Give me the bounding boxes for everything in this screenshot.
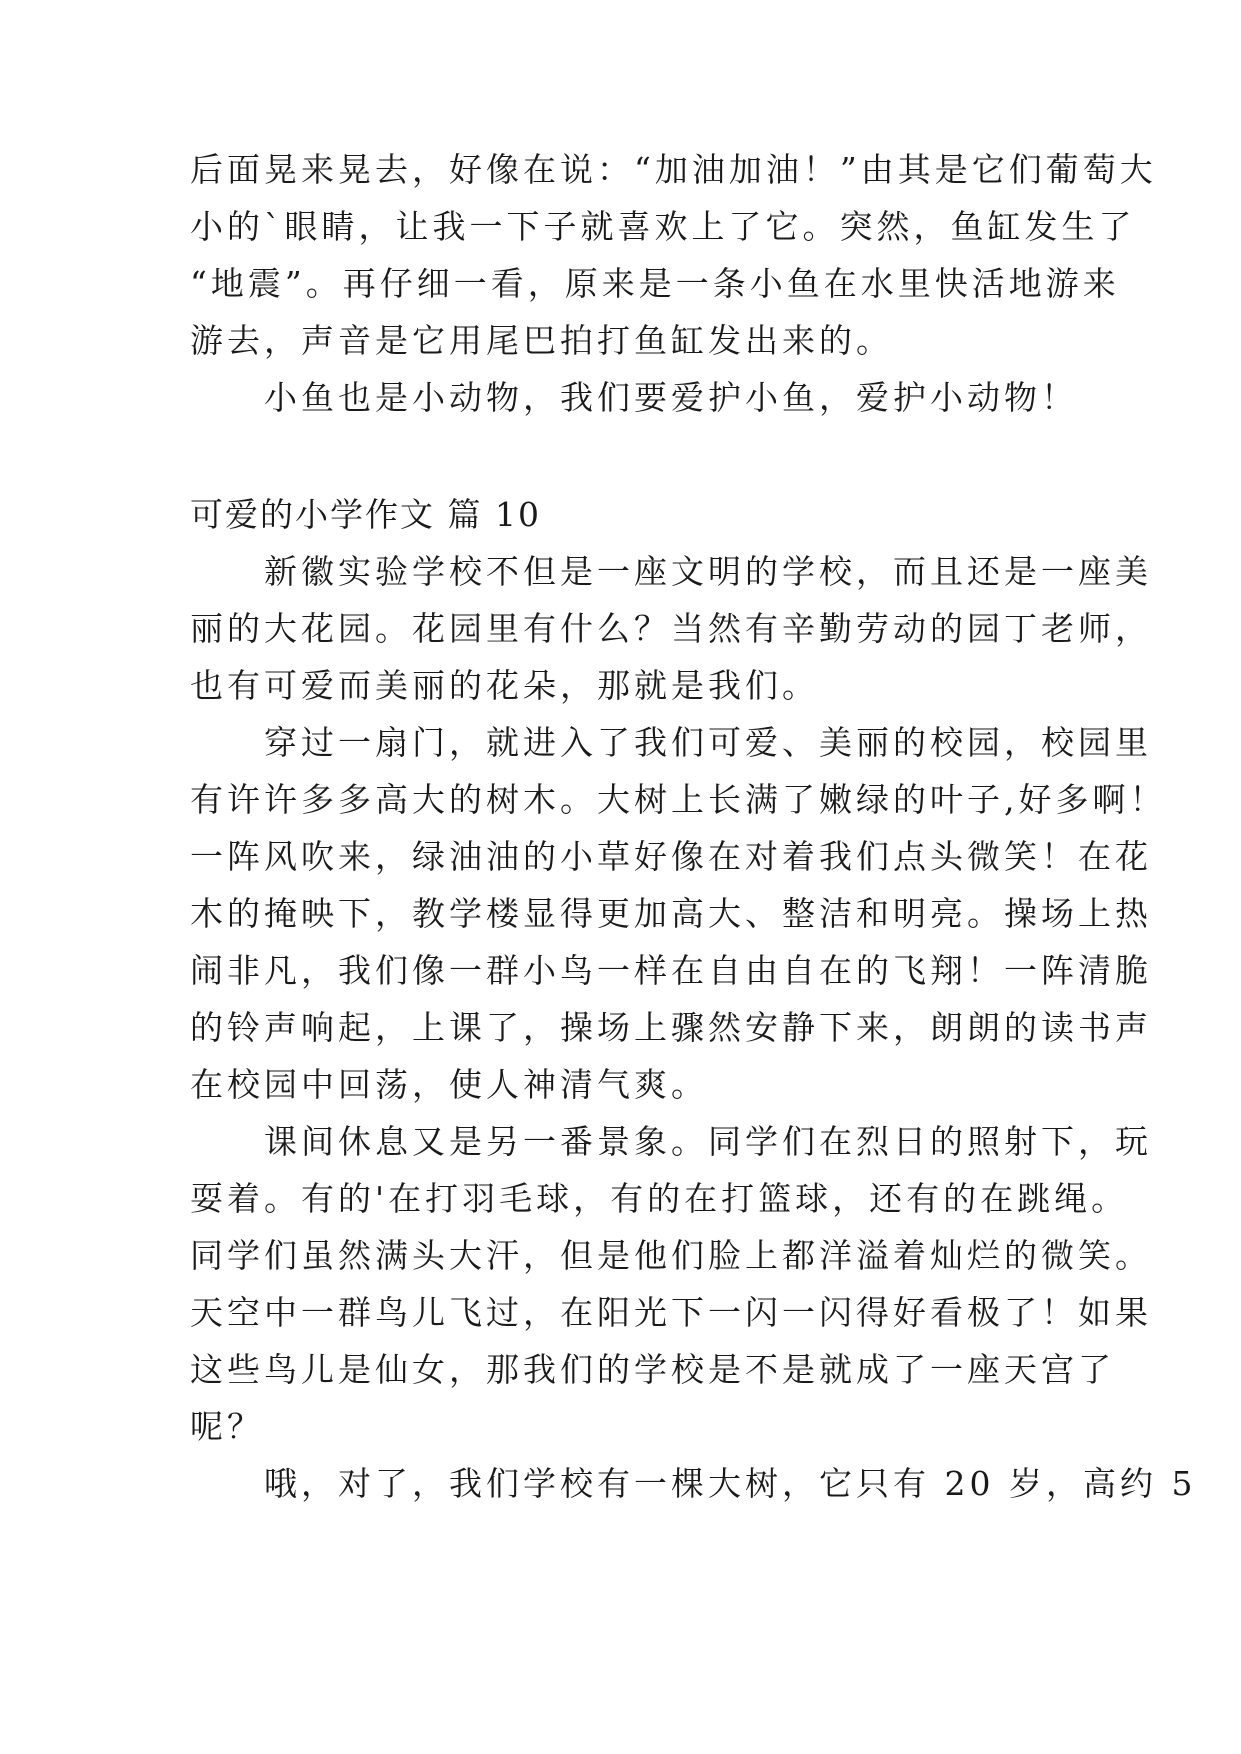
text-line: 课间休息又是另一番景象。同学们在烈日的照射下，玩 (190, 1122, 1152, 1161)
text-line: 这些鸟儿是仙女，那我们的学校是不是就成了一座天宫了 (190, 1350, 1115, 1389)
text-line: 天空中一群鸟儿飞过，在阳光下一闪一闪得好看极了！如果 (190, 1293, 1152, 1332)
text-line: 哦，对了，我们学校有一棵大树，它只有 20 岁，高约 5 (190, 1464, 1197, 1503)
text-line: 后面晃来晃去，好像在说：“加油加油！”由其是它们葡萄大 (190, 150, 1157, 189)
text-line: 丽的大花园。花园里有什么？当然有辛勤劳动的园丁老师， (190, 609, 1152, 648)
text-line: 同学们虽然满头大汗，但是他们脸上都洋溢着灿烂的微笑。 (190, 1236, 1152, 1275)
text-line: 的铃声响起，上课了，操场上骤然安静下来，朗朗的读书声 (190, 1008, 1152, 1047)
text-line: 小的`眼睛，让我一下子就喜欢上了它。突然，鱼缸发生了 (190, 207, 1136, 246)
text-line: 一阵风吹来，绿油油的小草好像在对着我们点头微笑！在花 (190, 837, 1152, 876)
text-line: 穿过一扇门，就进入了我们可爱、美丽的校园，校园里 (190, 723, 1152, 762)
text-line: 新徽实验学校不但是一座文明的学校，而且还是一座美 (190, 552, 1152, 591)
text-line: 游去，声音是它用尾巴拍打鱼缸发出来的。 (190, 321, 893, 360)
text-line: 耍着。有的'在打羽毛球，有的在打篮球，还有的在跳绳。 (190, 1179, 1129, 1218)
text-line: 木的掩映下，教学楼显得更加高大、整洁和明亮。操场上热 (190, 894, 1152, 933)
section-title: 可爱的小学作文 篇 10 (190, 495, 541, 534)
text-line: 有许许多多高大的树木。大树上长满了嫩绿的叶子,好多啊！ (190, 780, 1167, 819)
text-line: 在校园中回荡，使人神清气爽。 (190, 1065, 708, 1104)
text-line: 闹非凡，我们像一群小鸟一样在自由自在的飞翔！一阵清脆 (190, 951, 1152, 990)
text-line: 呢？ (190, 1407, 264, 1446)
text-line: 也有可爱而美丽的花朵，那就是我们。 (190, 666, 819, 705)
text-line: 小鱼也是小动物，我们要爱护小鱼，爱护小动物！ (190, 378, 1078, 417)
text-line: “地震”。再仔细一看，原来是一条小鱼在水里快活地游来 (190, 264, 1120, 303)
